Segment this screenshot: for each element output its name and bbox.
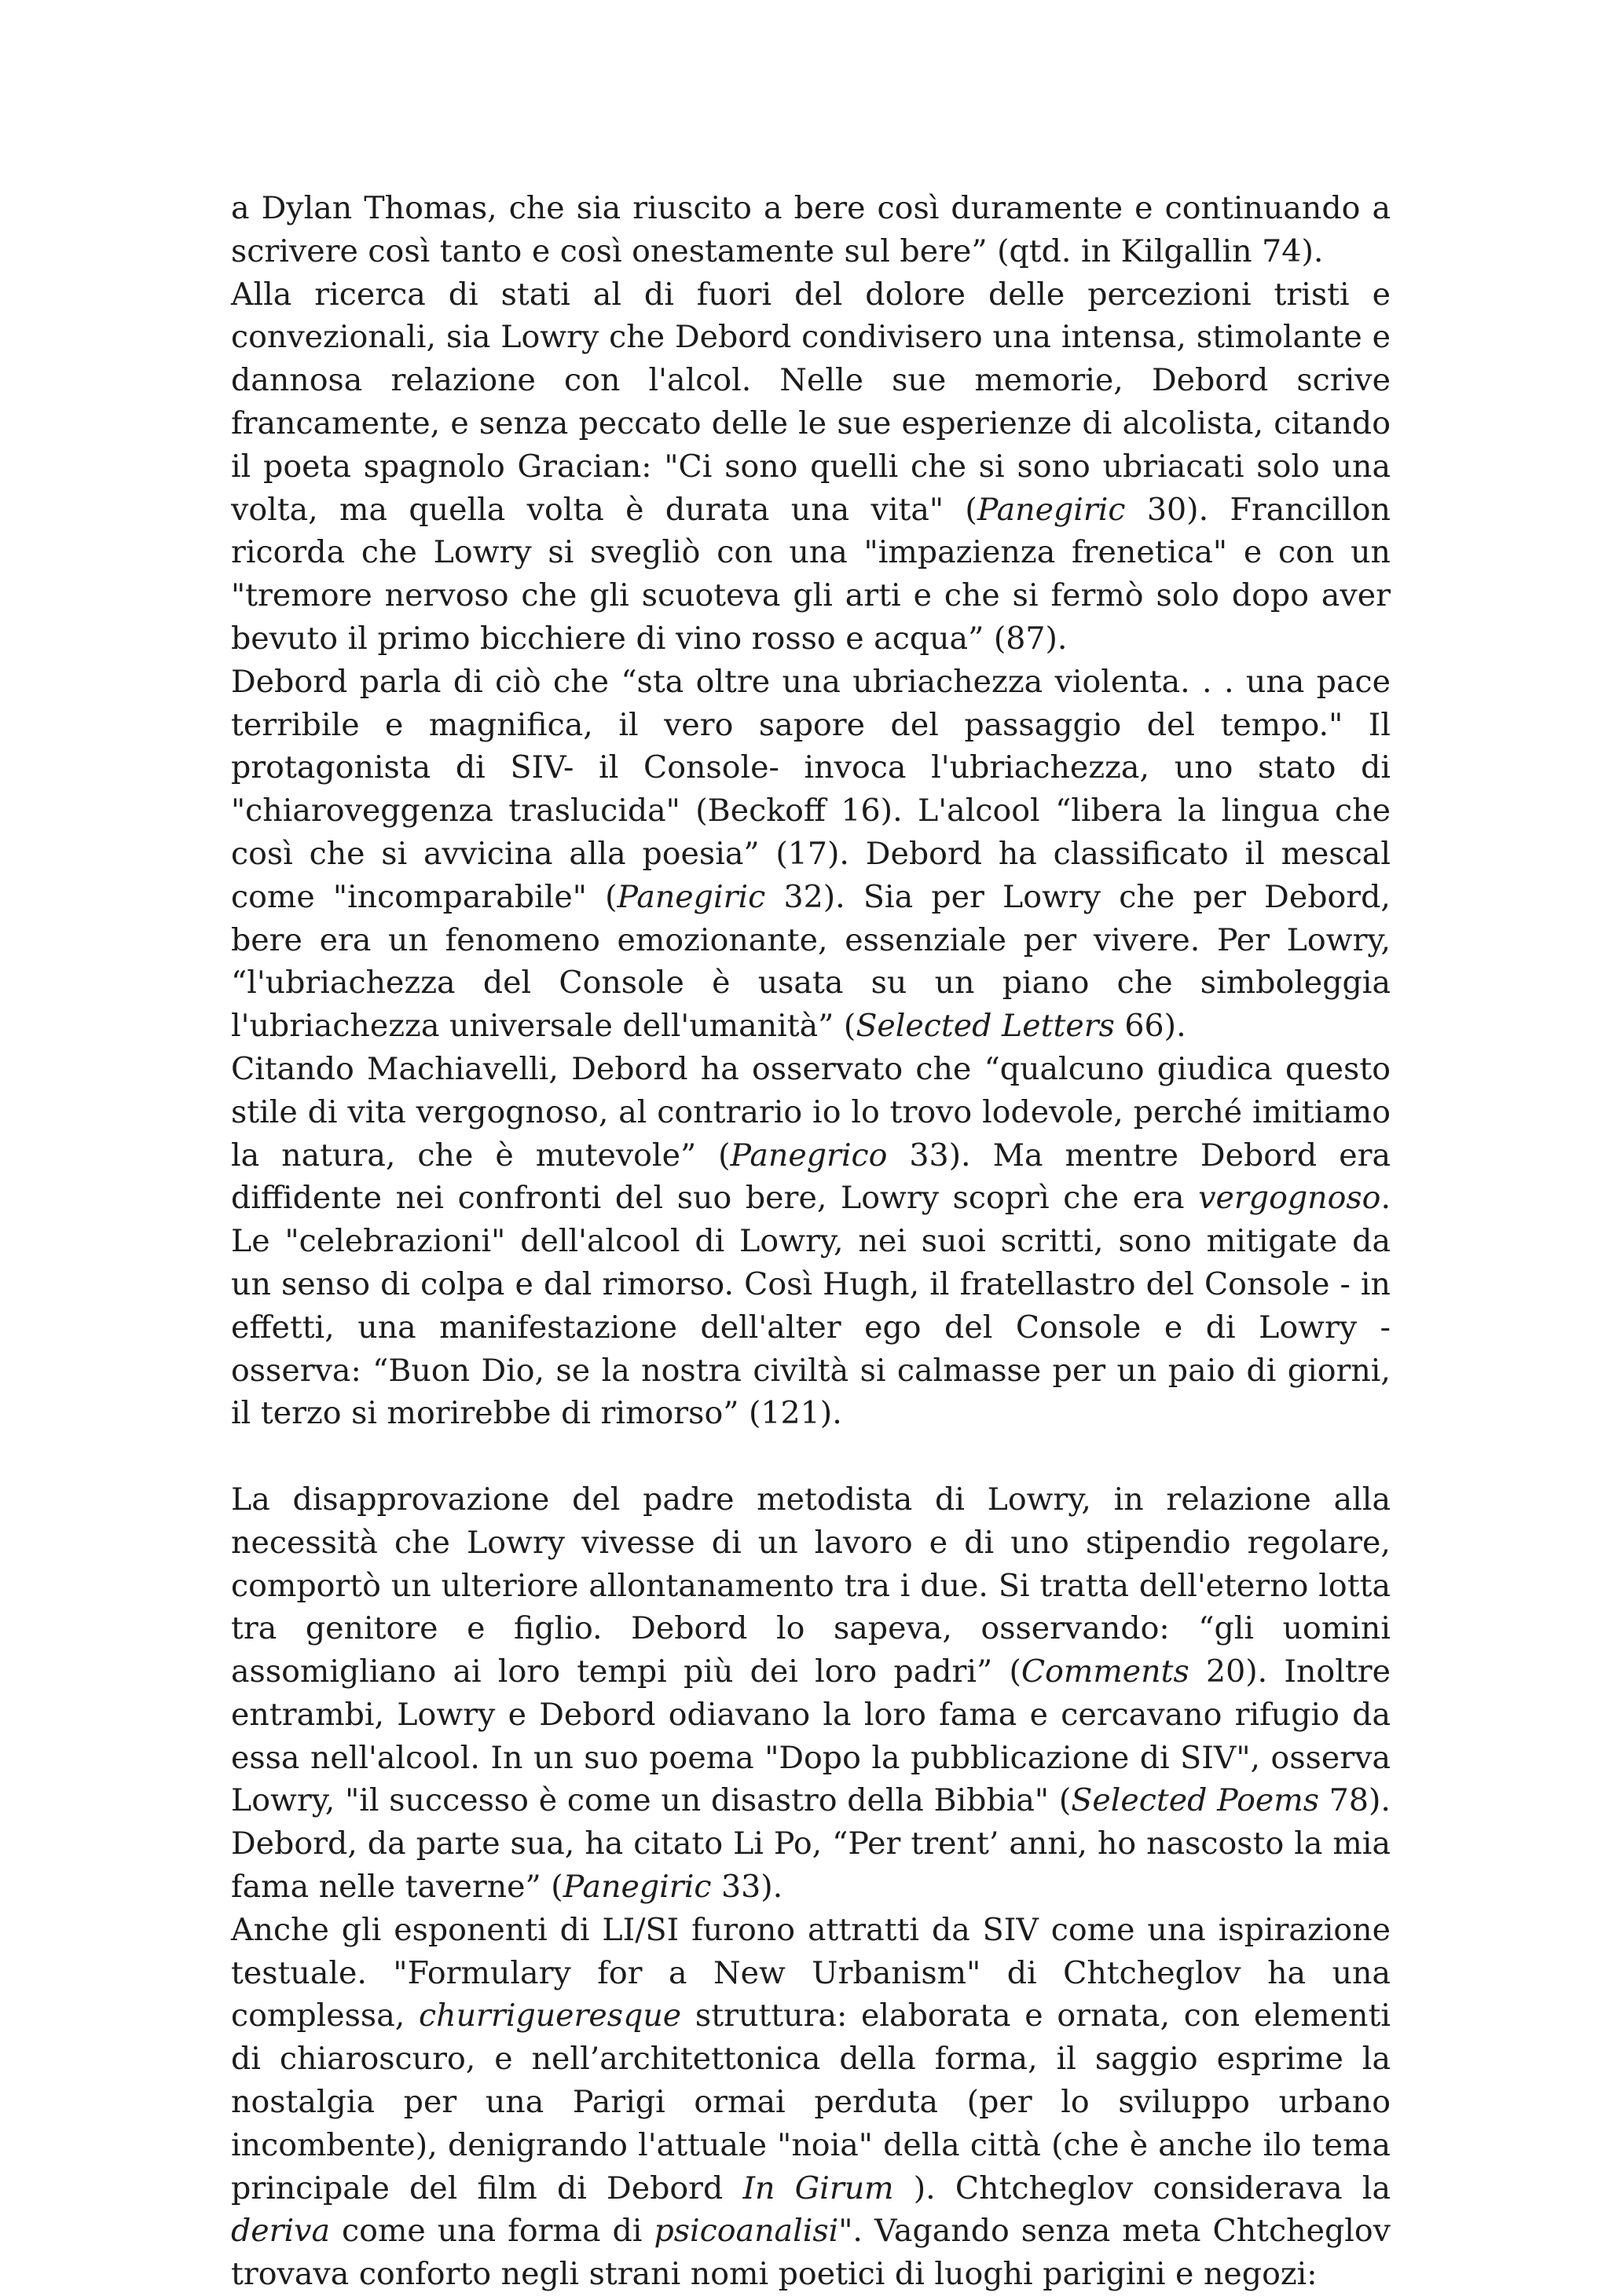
paragraph (231, 1048, 1391, 1435)
citation-title: Panegiric (617, 878, 766, 915)
paragraph-text: La disapprovazione del padre metodista di Lowry, in relazione alla necessità che Lowry vivesse di un lavoro e di uno stipendio regolare, comportò un ulteriore allontanamento tra i due. Si tratta dell'eterno lotta tra genitore e figlio. Debord lo sapeva, osservando: “gli uomini assomigliano ai loro tempi più dei loro padri” ( (231, 1481, 1391, 1690)
paragraph-text: 20). Inoltre entrambi, Lowry e Debord odiavano la loro fama e cercavano rifugio da essa nell'alcool. In un suo poema "Dopo la pubblicazione di SIV", osserva Lowry, "il successo è come un disastro della Bibbia" ( (231, 1653, 1391, 1819)
paragraph (231, 187, 1391, 273)
citation-title: In Girum (742, 2170, 894, 2206)
emphasis-word: vergognoso (1198, 1180, 1381, 1217)
paragraph-text: Debord parla di ciò che “sta oltre una ubriachezza violenta. . . una pace terribile e magnifica, il vero sapore del passaggio del tempo." Il protagonista di SIV- il Console- invoca l'ubriachezza, uno stato di "chiaroveggenza traslucida" (Beckoff 16). L'alcool “libera la lingua che così che si avvicina alla poesia” (17). Debord ha classificato il mescal come "incomparabile" ( (231, 663, 1391, 915)
citation-title: Comments (1021, 1653, 1189, 1690)
paragraph-text: 30). Francillon ricorda che Lowry si svegliò con una "impazienza frenetica" e con un "tremore nervoso che gli scuoteva gli arti e che si fermò solo dopo aver bevuto il primo bicchiere di vino rosso e acqua” (87). (231, 491, 1391, 657)
paragraph-text: 33). Ma mentre Debord era diffidente nei confronti del suo bere, Lowry scoprì che era (231, 1137, 1391, 1217)
paragraph-text: 32). Sia per Lowry che per Debord, bere era un fenomeno emozionante, essenziale per vivere. Per Lowry, “l'ubriachezza del Console è usata su un piano che simboleggia l'ubriachezza universale dell'umanità” ( (231, 878, 1391, 1045)
paragraph-text: come una forma di (330, 2213, 654, 2250)
paragraph-text: ". Vagando senza meta Chtcheglov trovava conforto negli strani nomi poetici di luoghi parigini e negozi: (231, 2213, 1391, 2293)
paragraph-text: . Le "celebrazioni" dell'alcool di Lowry, nei suoi scritti, sono mitigate da un senso di colpa e dal rimorso. Così Hugh, il fratellastro del Console - in effetti, una manifestazione dell'alter ego del Console e di Lowry - osserva: “Buon Dio, se la nostra civiltà si calmasse per un paio di giorni, il terzo si morirebbe di rimorso” (121). (231, 1180, 1391, 1432)
paragraph-text: a Dylan Thomas, che sia riuscito a bere così duramente e continuando a scrivere così tanto e così onestamente sul bere” (qtd. in Kilgallin 74). (231, 190, 1391, 269)
citation-title: Panegiric (563, 1869, 712, 1906)
paragraph (231, 273, 1391, 661)
emphasis-word: deriva (231, 2213, 331, 2250)
paragraph-text: Anche gli esponenti di LI/SI furono attratti da SIV come una ispirazione testuale. "Formulary for a New Urbanism" di Chtcheglov ha una complessa, (231, 1911, 1391, 2034)
document-body (231, 187, 1391, 2296)
paragraph-text: 33). (711, 1869, 783, 1906)
paragraph-text: ). Chtcheglov considerava la (893, 2170, 1391, 2206)
emphasis-word: psicoanalisi (654, 2213, 839, 2250)
paragraph (231, 1478, 1391, 1909)
emphasis-word: churrigueresque (419, 1998, 682, 2034)
paragraph-text: struttura: elaborata e ornata, con elementi di chiaroscuro, e nell’architettonica della forma, il saggio esprime la nostalgia per una Parigi ormai perduta (per lo sviluppo urbano incombente), denigrando l'attuale "noia" della città (che è anche ilo tema principale del film di Debord (231, 1998, 1391, 2206)
paragraph-text: 78). Debord, da parte sua, ha citato Li Po, “Per trent’ anni, ho nascosto la mia fama nelle taverne” ( (231, 1782, 1391, 1906)
citation-title: Panegrico (730, 1137, 888, 1174)
paragraph-text: Alla ricerca di stati al di fuori del dolore delle percezioni tristi e convezionali, sia Lowry che Debord condivisero una intensa, stimolante e dannosa relazione con l'alcol. Nelle sue memorie, Debord scrive francamente, e senza peccato delle le sue esperienze di alcolista, citando il poeta spagnolo Gracian: "Ci sono quelli che si sono ubriacati solo una volta, ma quella volta è durata una vita" ( (231, 276, 1391, 528)
paragraph (231, 1909, 1391, 2296)
paragraph-text: Citando Machiavelli, Debord ha osservato che “qualcuno giudica questo stile di vita vergognoso, al contrario io lo trovo lodevole, perché imitiamo la natura, che è mutevole” ( (231, 1050, 1391, 1174)
citation-title: Panegiric (977, 491, 1126, 528)
paragraph (231, 661, 1391, 1048)
citation-title: Selected Letters (856, 1008, 1115, 1045)
paragraph-text: 66). (1114, 1008, 1186, 1045)
citation-title: Selected Poems (1071, 1782, 1319, 1819)
